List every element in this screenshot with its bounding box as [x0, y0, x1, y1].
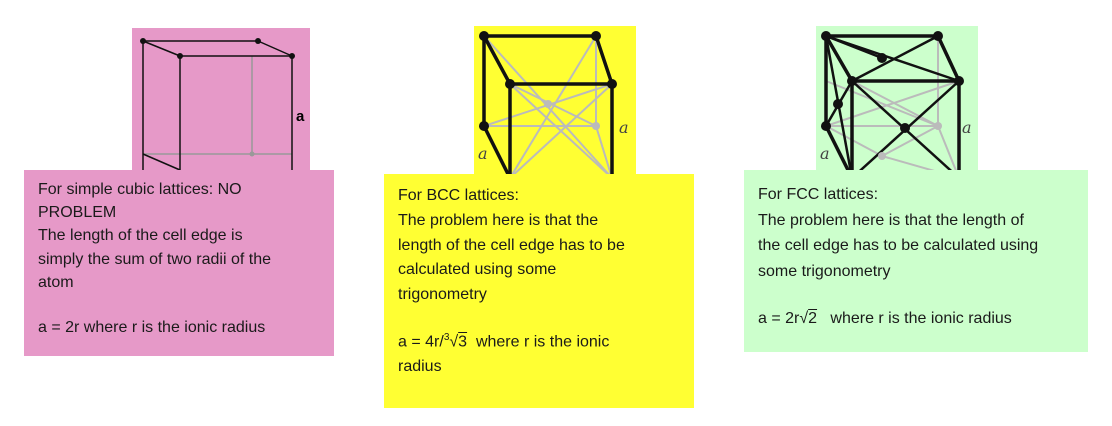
body-line-4: trigonometry	[398, 286, 487, 304]
bcc-image	[474, 26, 636, 178]
simple-cubic-text	[24, 170, 334, 356]
edge-label: a	[296, 108, 305, 125]
formula: a = 2r√2 where r is the ionic radius	[758, 306, 1074, 332]
heading-line-1: For BCC lattices:	[398, 187, 519, 204]
body-line-1: The length of the cell edge is	[38, 227, 243, 245]
fcc-image	[816, 26, 978, 178]
left-edge-label: a	[820, 144, 830, 163]
square-root-symbol: √2	[799, 310, 818, 328]
bcc-text	[384, 174, 694, 408]
body-line-1: The problem here is that the length of	[758, 211, 1024, 229]
bcc-diagram	[474, 26, 636, 178]
heading-line-1: For FCC lattices:	[758, 186, 879, 203]
body-line-3: atom	[38, 273, 74, 291]
fcc-text	[744, 170, 1088, 352]
formula-line-2: radius	[398, 358, 442, 376]
formula: a = 2r where r is the ionic radius	[38, 318, 266, 336]
body-line-2: the cell edge has to be calculated using	[758, 237, 1039, 255]
body-line-1: The problem here is that the	[398, 211, 599, 229]
fcc-diagram	[816, 26, 978, 178]
body-line-2: length of the cell edge has to be	[398, 236, 625, 254]
body-line-2: simply the sum of two radii of the	[38, 250, 271, 268]
edge-label: a	[619, 118, 629, 137]
body-line-3: calculated using some	[398, 261, 557, 279]
heading-line-2: PROBLEM	[38, 204, 117, 222]
heading-line-1: For simple cubic lattices: NO	[38, 181, 242, 198]
left-edge-label: a	[478, 144, 488, 163]
simple-cubic-diagram	[132, 28, 310, 178]
body-line-3: some trigonometry	[758, 262, 891, 280]
formula: a = 4r/$^3$√3 where r is the ionic	[398, 330, 680, 355]
cube-root-symbol: $^3$√3	[443, 331, 468, 351]
simple-cubic-image	[132, 28, 310, 178]
edge-label: a	[962, 118, 972, 137]
